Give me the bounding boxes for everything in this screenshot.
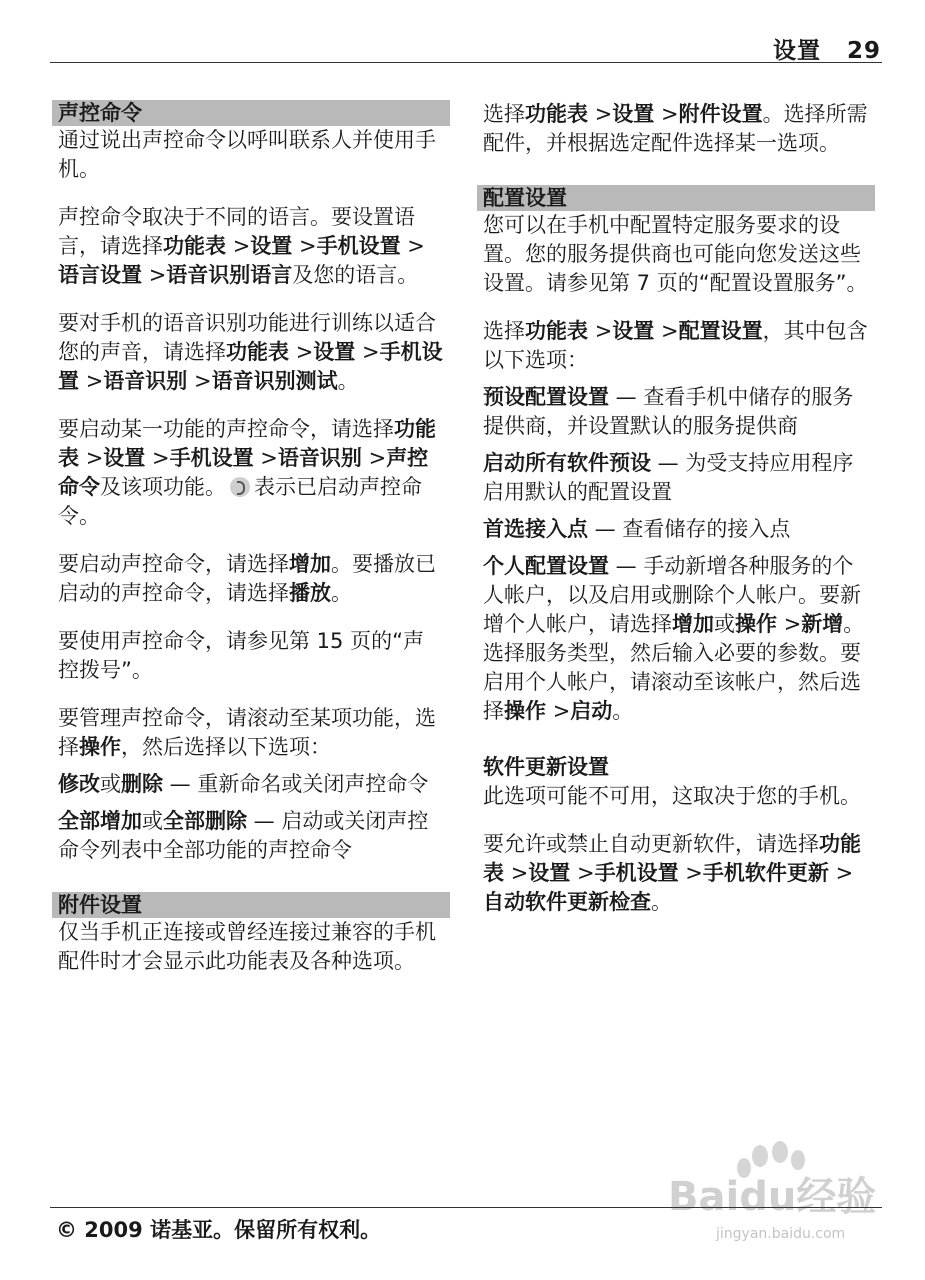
voice-dialing-reference: 要使用声控命令，请参见第 15 页的“声控拨号”。 bbox=[58, 629, 424, 682]
config-option-default: 预设配置设置 — 查看手机中储存的服务提供商，并设置默认的服务提供商 bbox=[483, 385, 854, 438]
voice-manage-paragraph: 要管理声控命令，请滚动至某项功能，选择操作，然后选择以下选项： bbox=[58, 706, 436, 759]
config-option-activate-all: 启动所有软件预设 — 为受支持应用程序启用默认的配置设置 bbox=[483, 451, 854, 504]
voice-command-active-icon bbox=[230, 477, 250, 497]
watermark-url: jingyan.baidu.com bbox=[716, 1226, 846, 1242]
page-number: 29 bbox=[846, 38, 881, 64]
footer-rule bbox=[50, 1207, 882, 1208]
header-rule bbox=[50, 62, 882, 63]
header-section-title: 设置 bbox=[772, 38, 821, 64]
voice-training-paragraph: 要对手机的语音识别功能进行训练以适合您的声音，请选择功能表 >设置 >手机设置 >语音识别 >语音识别测试。 bbox=[58, 311, 443, 393]
config-option-personal: 个人配置设置 — 手动新增各种服务的个人帐户，以及启用或删除个人帐户。要新增个人帐户，请选择增加或操作 >新增。选择服务类型，然后输入必要的参数。要启用个人帐户，请滚动至该帐户，然后选择操作 >启动。 bbox=[483, 554, 865, 723]
voice-option-add-delete-all: 全部增加或全部删除 — 启动或关闭声控命令列表中全部功能的声控命令 bbox=[58, 809, 429, 862]
voice-intro: 通过说出声控命令以呼叫联系人并使用手机。 bbox=[58, 128, 436, 181]
section-title-software-update: 软件更新设置 bbox=[483, 755, 609, 779]
voice-add-play-paragraph: 要启动声控命令，请选择增加。要播放已启动的声控命令，请选择播放。 bbox=[58, 552, 436, 605]
watermark-brand: Baidu经验 bbox=[668, 1174, 877, 1220]
footer-copyright: © 2009 诺基亚。保留所有权利。 bbox=[56, 1218, 382, 1242]
section-title-voice-commands: 声控命令 bbox=[52, 100, 450, 126]
voice-language-paragraph: 声控命令取决于不同的语言。要设置语言，请选择功能表 >设置 >手机设置 >语言设置 >语音识别语言及您的语言。 bbox=[58, 205, 425, 287]
section-title-configuration-settings: 配置设置 bbox=[477, 185, 875, 211]
software-availability: 此选项可能不可用，这取决于您的手机。 bbox=[483, 784, 861, 808]
right-column bbox=[477, 100, 875, 917]
accessory-intro: 仅当手机正连接或曾经连接过兼容的手机配件时才会显示此功能表及各种选项。 bbox=[58, 920, 436, 973]
page-header bbox=[773, 32, 881, 65]
voice-activate-paragraph: 要启动某一功能的声控命令，请选择功能表 >设置 >手机设置 >语音识别 >声控命令及该项功能。 表示已启动声控命令。 bbox=[58, 417, 436, 528]
config-intro: 您可以在手机中配置特定服务要求的设置。您的服务提供商也可能向您发送这些设置。请参见第 7 页的“配置设置服务”。 bbox=[483, 213, 868, 295]
voice-option-edit-delete: 修改或删除 — 重新命名或关闭声控命令 bbox=[58, 772, 429, 796]
section-title-accessory-settings: 附件设置 bbox=[52, 892, 450, 918]
config-option-access-point: 首选接入点 — 查看储存的接入点 bbox=[483, 517, 791, 541]
paw-icon bbox=[737, 1141, 805, 1178]
software-auto-update-paragraph: 要允许或禁止自动更新软件，请选择功能表 >设置 >手机设置 >手机软件更新 >自动软件更新检查。 bbox=[483, 832, 861, 914]
config-select-paragraph: 选择功能表 >设置 >配置设置，其中包含以下选项： bbox=[483, 319, 868, 372]
accessory-select-paragraph: 选择功能表 >设置 >附件设置。选择所需配件，并根据选定配件选择某一选项。 bbox=[483, 102, 868, 155]
baidu-jingyan-watermark bbox=[668, 1138, 888, 1248]
left-column bbox=[52, 100, 450, 976]
